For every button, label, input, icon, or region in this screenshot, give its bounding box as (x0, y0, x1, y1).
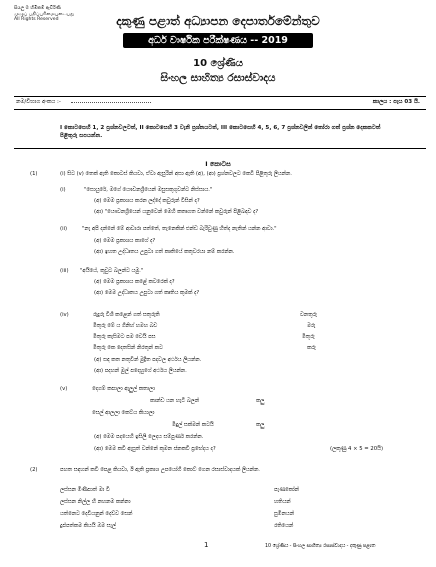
question-number: (1) (30, 171, 38, 177)
sub-question: (අ) මෙම පදයෙහි ඉසිලි ලෙදය සම්පුර්ණ කරන්න. (94, 434, 204, 440)
verse-line: දුප්පත්කම කියයි ඔම සැල් (60, 523, 116, 529)
sub-question: (අ) මෙම ප්‍රකාශය කළේ කවරෙක් ද? (94, 279, 175, 285)
part-title: I කොටස (205, 160, 231, 168)
time-label: කාලය : පැය 03 යි. (372, 99, 420, 105)
sub-label: (i) (60, 187, 66, 193)
subject-title: සිංහල සාහිත්‍ය රසාස්වාදය (160, 72, 276, 84)
verse-line: සෙල් ආලලා කෙට්ය කියාලා (92, 410, 155, 416)
sub-question: (ආ) මෙම උද්ධෘතය උපුටා ගත් කෘතිය කුමක් ද? (94, 290, 200, 296)
sub-question: (ආ) මෙම කවි ඇසුත් වන්නේ කුමන ජනකවි ප්‍රභේදය ද? (94, 446, 216, 452)
verse-line: මිතුරු කෙ දෙතසින් නිරතුන් කට (93, 345, 163, 351)
verse-end: මරු (307, 323, 316, 329)
grade-title: 10 ශ්‍රේණිය (193, 58, 243, 69)
question-intro: (i) සිට (v) තෙක් ඇති කොටස් කියවා, ඒවා ඇසුරින් අසා ඇති (අ), (ආ) ප්‍රශ්නවලට කෙටි පිළිතුරු ලියන්න. (60, 171, 292, 177)
verse-line: මිතුරු මේ ය ගිනිහ් හමහ බව (93, 323, 158, 329)
verse-end: වනතුරු (300, 312, 317, 318)
verse-end: හතියන් (274, 499, 291, 505)
divider (14, 96, 426, 97)
index-dots (71, 102, 151, 103)
department-title: දකුණු පළාත් අධ්‍යාපන දෙපාර්තමේන්තුව (116, 14, 320, 28)
verse-line: ලස්සන නිල්ල හී නහනම කන්නා (60, 499, 131, 505)
copyright-sinhala: සියලු ම හිමිකම් ඇවිරිණි (14, 6, 61, 11)
verse-end: පැණකෝන් (274, 487, 299, 493)
sub-label: (iii) (60, 268, 69, 274)
divider (14, 109, 426, 110)
verse-end: රතියෙන් (274, 523, 294, 529)
exam-banner: අර්ධ වාර්ෂික පරීක්ෂණය -- 2019 (123, 33, 313, 48)
verse-end: මිතුරු (302, 334, 315, 340)
verse-line: දෙගම් කපාලා ඇලුල් කතාලා (92, 386, 155, 392)
verse-line: යත්නෙට දෙවියනුන් දෙව්ව සෙන් (60, 511, 133, 517)
copyright-english: All Rights Reserved (14, 17, 59, 23)
sub-question: (අ) මෙම ප්‍රකාශය කරන ලද්දේ කවුරුන් විසින් ද? (94, 198, 200, 204)
sub-question: (අ) සඳ කත නතුවීන් මුද්‍රිත පදවල අර්ථය ලියන්න. (94, 357, 202, 363)
verse-end: කලු (256, 398, 265, 404)
verse-line: මිදුල් සක්මන් කටයි (172, 422, 214, 428)
instructions: I කොටසෙහි 1, 2 ප්‍රශ්නවලටත්, II කොටසෙහි 3 වැනි ප්‍රශ්නයටත්, III කොටසෙහි 4, 5, 6, 7 ප්‍රශ්නවලින් තෝරා ගත් ප්‍රශ්න දෙකකටත් පිළිතුරු සපයන්න. (60, 125, 381, 139)
sub-label: (v) (60, 386, 68, 392)
verse-line: ලස්සන මිණිපාත් මා වි (60, 487, 110, 493)
verse-end: කරු (307, 345, 316, 351)
sub-question: (ආ) ඉහත උද්ධෘතය උපුටා ගත් කෘතියේ කතුවරයා නම් කරන්න. (94, 249, 235, 255)
quote: "නැ අපි දන්නේ මේ ආවාරා පත්තේ, තැනෙකින් එන්ඩ බැරිවුණු හිත්ද නැතින් යන්න ආවා." (82, 226, 277, 232)
sub-question: (ආ) පදහන් මුල් පදෙහුගේ අර්ථය ලියන්න. (94, 368, 187, 374)
footer-text: 10 ශ්‍රේණිය - සිංහල සාහිත්‍ය රසාස්වාදය - දකුණු පළාත (265, 544, 376, 549)
page-number: 1 (204, 541, 209, 549)
verse-line: කාන්ඩ යන හැටි බලන් (150, 398, 200, 404)
divider (14, 148, 426, 149)
sub-label: (ii) (60, 226, 68, 232)
verse-end: සුමිනයන් (274, 511, 295, 517)
verse-line: මිතුරු කැසිමට පම වෙයි පස (93, 334, 156, 340)
marks-allocation: (ලකුණු 4 × 5 = 20යි) (330, 446, 384, 452)
question-intro: පහත සඳහන් කවි පෙළ කියවා, ඊ ඇති ප්‍රකාශ උපයෝගී කොට් ගෙන රසාස්වාදයක් ලියන්න. (60, 467, 260, 473)
verse-line: රුදුරු විශී කළෙන් ගත් සතුරුති (93, 312, 160, 318)
copyright-tamil: முழுப் பதிப்புரிமையுடையது (14, 11, 75, 17)
question-number: (2) (30, 467, 38, 473)
sub-question: (ආ) "යෞවනශ්‍රීයෙන් යනුවෙන් මෙහි කතෘගත වන්නේ කවුරුන් පිළිබඳව ද? (94, 209, 259, 215)
sub-question: (අ) මෙම ප්‍රකාශය කාගේ ද? (94, 238, 156, 244)
quote: "අයියේ, කුවුට බලන්ට යමු." (80, 268, 144, 274)
verse-end: කලු (256, 422, 265, 428)
sub-label: (iv) (60, 312, 69, 318)
quote: "සොයුරේ, මගේ යෞවනශ්‍රීයෙන් මසුසකුගුවන්ට නිස්සාය." (84, 187, 213, 193)
index-label: නම/විභාග අංකය :- (16, 99, 61, 105)
